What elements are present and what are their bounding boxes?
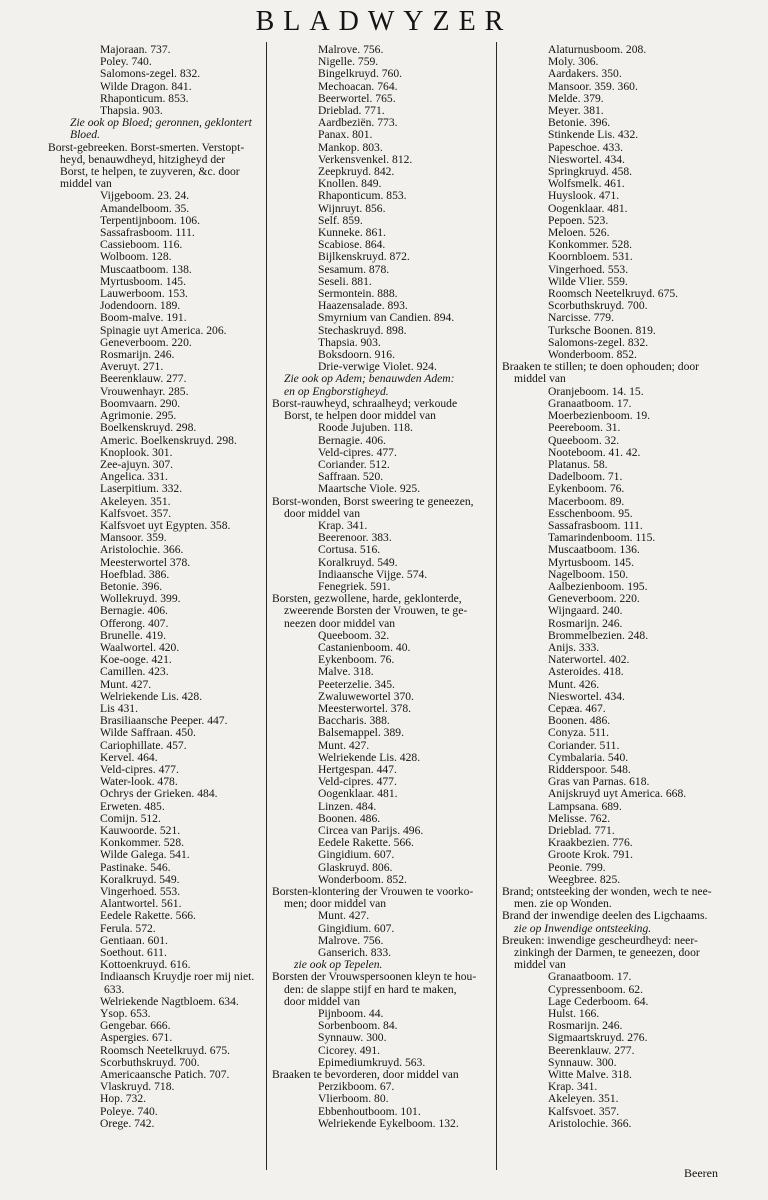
index-heading: Breuken: inwendige gescheurdheyd: neer-	[502, 934, 698, 947]
index-entry: Indiaansche Vijge. 574.	[318, 568, 428, 581]
index-entry: Seseli. 881.	[318, 275, 372, 288]
index-entry: 633.	[104, 983, 125, 996]
index-entry: Brasiliaansche Peeper. 447.	[100, 715, 228, 728]
index-entry: Naterwortel. 402.	[548, 654, 630, 667]
index-entry: Scorbuthskruyd. 700.	[100, 1056, 200, 1069]
index-entry: Meesterwortel 378.	[100, 556, 191, 569]
index-entry: Hertgespan. 447.	[318, 763, 397, 776]
index-entry: Wolboom. 128.	[100, 251, 172, 264]
index-entry: Hop. 732.	[100, 1093, 147, 1106]
index-heading: Brand der inwendige deelen des Ligchaams.	[502, 910, 708, 923]
index-entry: Macerboom. 89.	[548, 495, 625, 508]
index-entry: Pijnboom. 44.	[318, 1008, 384, 1021]
index-entry: Brommelbezien. 248.	[548, 629, 649, 642]
index-entry: Nigelle. 759.	[318, 56, 379, 69]
index-heading: Borst-rauwheyd, schraalheyd; verkoude	[272, 397, 458, 410]
index-entry: Vrouwenhayr. 285.	[100, 385, 189, 398]
index-entry: Ochrys der Grieken. 484.	[100, 788, 218, 801]
index-entry: Peereboom. 31.	[548, 422, 621, 435]
index-entry: Dadelboom. 71.	[548, 471, 623, 484]
index-entry: Smyrnium van Candien. 894.	[318, 312, 455, 325]
index-entry: Bernagie. 406.	[100, 605, 168, 618]
index-entry: Queeboom. 32.	[548, 434, 620, 447]
index-entry: Balsemappel. 389.	[318, 727, 404, 740]
index-entry: Groote Krok. 791.	[548, 849, 634, 862]
index-entry: Averuyt. 271.	[100, 361, 164, 374]
index-entry: Aardakers. 350.	[548, 68, 622, 81]
index-entry: Beerwortel. 765.	[318, 92, 396, 105]
index-entry: Betonie. 396.	[100, 580, 163, 593]
index-entry: Eykenboom. 76.	[318, 654, 395, 667]
index-entry: Camillen. 423.	[100, 666, 169, 679]
index-entry: Brunelle. 419.	[100, 629, 167, 642]
index-entry: Drieblad. 771.	[548, 825, 615, 837]
index-entry: Granaatboom. 17.	[548, 397, 632, 410]
index-entry: Circea van Parijs. 496.	[318, 825, 424, 837]
index-entry: Borst, te helpen, te zuyveren, &c. door	[60, 166, 240, 179]
index-entry: Lage Cederboom. 64.	[548, 995, 649, 1008]
index-entry: Ysop. 653.	[100, 1008, 151, 1021]
index-entry: Muscaatboom. 138.	[100, 263, 192, 276]
index-entry: Comijn. 512.	[100, 812, 161, 825]
index-entry: Wijnruyt. 856.	[318, 202, 386, 215]
index-entry: Cariophillate. 457.	[100, 739, 187, 752]
index-entry: Hulst. 166.	[548, 1008, 600, 1021]
index-entry: Peonie. 799.	[548, 861, 606, 874]
index-entry: Sigmaartskruyd. 276.	[548, 1032, 648, 1045]
index-entry: Kalfsvoet uyt Egypten. 358.	[100, 519, 231, 532]
index-entry: Thapsia. 903.	[318, 336, 381, 349]
index-entry: Linzen. 484.	[318, 800, 377, 813]
index-entry: Roode Jujuben. 118.	[318, 422, 413, 435]
index-entry: Boksdoorn. 916.	[318, 349, 395, 362]
index-entry: Indiaansch Kruydje roer mij niet.	[100, 971, 255, 984]
index-entry: zweerende Borsten der Vrouwen, te ge-	[284, 605, 468, 618]
index-entry: Geneverboom. 220.	[100, 336, 192, 349]
index-entry: Anijskruyd uyt America. 668.	[548, 788, 687, 801]
index-entry: Coriander. 512.	[318, 458, 390, 471]
index-entry: Witte Malve. 318.	[548, 1069, 632, 1082]
index-entry: Lauwerboom. 153.	[100, 288, 188, 301]
index-entry: Poleye. 740.	[100, 1105, 158, 1118]
index-entry: Americ. Boelkenskruyd. 298.	[100, 434, 237, 447]
index-entry: Cicorey. 491.	[318, 1044, 381, 1057]
index-entry: Waalwortel. 420.	[100, 641, 180, 654]
index-entry: Melisse. 762.	[548, 812, 611, 825]
index-entry: Bernagie. 406.	[318, 434, 386, 447]
index-entry: Lampsana. 689.	[548, 800, 622, 813]
index-entry: Kalfsvoet. 357.	[100, 507, 172, 520]
index-entry: Wonderboom. 852.	[548, 349, 637, 362]
index-entry: Fenegriek. 591.	[318, 580, 391, 593]
index-column-3	[502, 44, 728, 1130]
index-entry: Americaansche Patich. 707.	[100, 1069, 230, 1082]
index-entry: Nooteboom. 41. 42.	[548, 446, 641, 459]
index-entry: Stechaskruyd. 898.	[318, 324, 407, 337]
index-entry: Wolfsmelk. 461.	[548, 178, 625, 191]
index-entry: Oranjeboom. 14. 15.	[548, 385, 644, 398]
index-entry: Soethout. 611.	[100, 947, 167, 960]
index-entry: Aristolochie. 366.	[100, 544, 184, 557]
index-entry: Munt. 427.	[318, 739, 370, 752]
index-entry: Boelkenskruyd. 298.	[100, 422, 197, 435]
index-entry: Munt. 426.	[548, 678, 600, 691]
index-entry: Cortusa. 516.	[318, 544, 381, 557]
index-entry: Mankop. 803.	[318, 141, 383, 154]
index-entry: Krap. 341.	[548, 1081, 598, 1094]
index-entry: Wonderboom. 852.	[318, 873, 407, 886]
index-entry: Poley. 740.	[100, 56, 152, 69]
index-entry: Peeterzelie. 345.	[318, 678, 395, 691]
index-entry: Laserpitium. 332.	[100, 483, 183, 496]
index-entry: Angelica. 331.	[100, 471, 168, 484]
index-entry: Turksche Boonen. 819.	[548, 324, 656, 337]
index-entry: Kalfsvoet. 357.	[548, 1105, 620, 1118]
index-entry: Sassafrasboom. 111.	[548, 519, 643, 532]
index-entry: Welriekende Eykelboom. 132.	[318, 1117, 459, 1130]
index-entry: Amandelboom. 35.	[100, 202, 190, 215]
index-entry: Eedele Rakette. 566.	[100, 910, 196, 923]
index-entry: Meesterwortel. 378.	[318, 702, 412, 715]
index-entry: Melde. 379.	[548, 92, 604, 105]
index-entry: Maartsche Viole. 925.	[318, 483, 421, 496]
index-entry: Salomons-zegel. 832.	[100, 68, 201, 81]
index-entry: Cypressenboom. 62.	[548, 983, 643, 996]
index-entry: Rosmarijn. 246.	[100, 349, 175, 362]
index-entry: Drieblad. 771.	[318, 105, 385, 118]
index-entry: men. zie op Wonden.	[514, 898, 612, 911]
index-entry: Rhaponticum. 853.	[100, 92, 189, 105]
index-entry: Nieswortel. 434.	[548, 153, 625, 166]
index-entry: Veld-cipres. 477.	[318, 446, 397, 459]
index-entry: middel van	[514, 959, 566, 972]
index-entry: Knoplook. 301.	[100, 446, 173, 459]
index-entry: Agrimonie. 295.	[100, 410, 177, 423]
index-entry: Wilde Vlier. 559.	[548, 275, 628, 288]
index-entry: Alaturnusboom. 208.	[548, 44, 647, 56]
index-entry: Panax. 801.	[318, 129, 373, 142]
index-entry: Orege. 742.	[100, 1117, 155, 1130]
index-heading: Braaken te bevorderen, door middel van	[272, 1069, 459, 1082]
index-entry: Mechoacan. 764.	[318, 80, 398, 93]
index-entry: Stinkende Lis. 432.	[548, 129, 639, 142]
index-entry: Offerong. 407.	[100, 617, 169, 630]
index-entry: Ferula. 572.	[100, 922, 156, 935]
index-entry: Spinagie uyt America. 206.	[100, 324, 227, 337]
index-entry: door middel van	[284, 995, 360, 1008]
index-entry: Aardbeziën. 773.	[318, 117, 398, 130]
index-entry: Papeschoe. 433.	[548, 141, 624, 154]
index-entry: Baccharis. 388.	[318, 715, 390, 728]
index-entry: Thapsia. 903.	[100, 105, 163, 118]
index-entry: Granaatboom. 17.	[548, 971, 632, 984]
index-entry: Vlierboom. 80.	[318, 1093, 389, 1106]
index-heading: Brand; ontsteeking der wonden, wech te nee-	[502, 886, 712, 899]
index-entry: Nieswortel. 434.	[548, 690, 625, 703]
index-entry: Boonen. 486.	[318, 812, 381, 825]
index-entry: Koornbloem. 531.	[548, 251, 633, 264]
index-entry: Sesamum. 878.	[318, 263, 390, 276]
index-entry: Water-look. 478.	[100, 776, 178, 789]
index-entry: Glaskruyd. 806.	[318, 861, 393, 874]
index-entry: Veld-cipres. 477.	[318, 776, 397, 789]
index-entry: Gingidium. 607.	[318, 849, 395, 862]
index-entry: neezen door middel van	[284, 617, 396, 630]
index-entry: Salomons-zegel. 832.	[548, 336, 649, 349]
index-entry: Bijlkenskruyd. 872.	[318, 251, 410, 264]
index-entry: Meyer. 381.	[548, 105, 604, 118]
index-entry: Myrtusboom. 145.	[100, 275, 186, 288]
index-entry: Beerenklauw. 277.	[100, 373, 187, 386]
catchword: Beeren	[684, 1166, 718, 1180]
index-entry: Aalbezienboom. 195.	[548, 580, 648, 593]
index-entry: Beerenklauw. 277.	[548, 1044, 635, 1057]
index-entry: Drie-verwige Violet. 924.	[318, 361, 437, 374]
index-entry: Huyslook. 471.	[548, 190, 620, 203]
index-column-1	[48, 44, 274, 1130]
index-entry: Gras van Parnas. 618.	[548, 776, 650, 789]
index-entry: Veld-cipres. 477.	[100, 763, 179, 776]
index-entry: Moerbezienboom. 19.	[548, 410, 651, 423]
index-entry: Aristolochie. 366.	[548, 1117, 632, 1130]
index-heading: Braaken te stillen; te doen ophouden; door	[502, 361, 700, 374]
index-heading: Borsten der Vrouwspersoonen kleyn te hou-	[272, 971, 477, 984]
index-entry: Knollen. 849.	[318, 178, 382, 191]
cross-reference: Zie ook op Bloed; geronnen, geklontert	[70, 117, 252, 130]
index-entry: Wijngaard. 240.	[548, 605, 623, 618]
index-entry: Kauwoorde. 521.	[100, 825, 181, 837]
index-entry: Sassafrasboom. 111.	[100, 227, 195, 240]
index-entry: Munt. 427.	[318, 910, 370, 923]
index-entry: Borst, te helpen door middel van	[284, 410, 436, 423]
index-entry: Cassieboom. 116.	[100, 239, 183, 252]
index-entry: Zee-ajuyn. 307.	[100, 458, 174, 471]
index-entry: Beerenoor. 383.	[318, 532, 392, 545]
index-entry: Malve. 318.	[318, 666, 374, 679]
index-entry: Mansoor. 359.	[100, 532, 167, 545]
index-entry: Oogenklaar. 481.	[318, 788, 398, 801]
index-entry: Verkensvenkel. 812.	[318, 153, 413, 166]
index-entry: Saffraan. 520.	[318, 471, 384, 484]
index-entry: Tamarindenboom. 115.	[548, 532, 656, 545]
index-entry: Kottoenkruyd. 616.	[100, 959, 191, 972]
index-entry: Scorbuthskruyd. 700.	[548, 300, 648, 313]
index-entry: Roomsch Neetelkruyd. 675.	[548, 288, 679, 301]
index-column-2	[272, 44, 497, 1130]
index-entry: middel van	[514, 373, 566, 386]
index-entry: Koralkruyd. 549.	[318, 556, 398, 569]
index-entry: Haazensalade. 893.	[318, 300, 408, 313]
index-entry: middel van	[60, 178, 112, 191]
index-entry: Cepæa. 467.	[548, 702, 606, 715]
index-entry: Rosmarijn. 246.	[548, 1020, 623, 1033]
index-heading: Borsten, gezwollene, harde, geklonterde,	[272, 593, 462, 606]
index-entry: Kervel. 464.	[100, 751, 158, 764]
cross-reference: Zie ook op Adem; benauwden Adem:	[284, 373, 455, 386]
index-entry: Queeboom. 32.	[318, 629, 390, 642]
index-entry: Synnauw. 300.	[318, 1032, 387, 1045]
index-entry: Erweten. 485.	[100, 800, 165, 813]
index-entry: Mansoor. 359. 360.	[548, 80, 638, 93]
index-entry: Gengebar. 666.	[100, 1020, 171, 1033]
index-heading: Borsten-klontering der Vrouwen te voorko-	[272, 886, 474, 899]
page-header: BLADWYZER	[255, 6, 513, 37]
index-entry: Welriekende Nagtbloem. 634.	[100, 995, 239, 1008]
index-entry: Ebbenhoutboom. 101.	[318, 1105, 421, 1118]
index-entry: Munt. 427.	[100, 678, 152, 691]
index-entry: Eykenboom. 76.	[548, 483, 625, 496]
index-entry: Muscaatboom. 136.	[548, 544, 640, 557]
index-entry: Self. 859.	[318, 214, 363, 227]
index-entry: men; door middel van	[284, 898, 387, 911]
index-entry: Boom-malve. 191.	[100, 312, 187, 325]
index-entry: Bingelkruyd. 760.	[318, 68, 403, 81]
index-entry: Vingerhoed. 553.	[100, 886, 181, 899]
index-entry: Vlaskruyd. 718.	[100, 1081, 175, 1094]
index-entry: Betonie. 396.	[548, 117, 611, 130]
index-entry: Geneverboom. 220.	[548, 593, 640, 606]
cross-reference: en op Engborstigheyd.	[284, 385, 389, 398]
index-entry: zinkingh der Darmen, te geneezen, door	[514, 947, 700, 960]
index-entry: Vijgeboom. 23. 24.	[100, 190, 190, 203]
index-entry: Wilde Saffraan. 450.	[100, 727, 196, 740]
index-entry: Koe-ooge. 421.	[100, 654, 172, 667]
index-entry: Platanus. 58.	[548, 458, 608, 471]
index-entry: Meloen. 526.	[548, 227, 610, 240]
index-entry: Majoraan. 737.	[100, 44, 171, 56]
index-entry: Kraakbezien. 776.	[548, 837, 633, 850]
index-entry: Alantwortel. 561.	[100, 898, 182, 911]
index-entry: Nagelboom. 150.	[548, 568, 629, 581]
index-entry: Wilde Galega. 541.	[100, 849, 190, 862]
index-entry: Scabiose. 864.	[318, 239, 386, 252]
index-entry: Conyza. 511.	[548, 727, 610, 740]
index-entry: Sermontein. 888.	[318, 288, 398, 301]
index-entry: Krap. 341.	[318, 519, 368, 532]
index-entry: Esschenboom. 95.	[548, 507, 633, 520]
index-entry: Akeleyen. 351.	[100, 495, 171, 508]
index-entry: Koralkruyd. 549.	[100, 873, 180, 886]
cross-reference: zie op Inwendige ontsteeking.	[514, 922, 652, 935]
index-entry: Aspergies. 671.	[100, 1032, 173, 1045]
index-entry: Boomvaarn. 290.	[100, 397, 181, 410]
index-entry: Moly. 306.	[548, 56, 599, 69]
index-entry: Gingidium. 607.	[318, 922, 395, 935]
index-heading: Borst-gebreeken. Borst-smerten. Verstopt-	[48, 141, 245, 154]
index-heading: Borst-wonden, Borst sweering te geneezen,	[272, 495, 474, 508]
cross-reference: zie ook op Tepelen.	[294, 959, 383, 972]
index-entry: Vingerhoed. 553.	[548, 263, 629, 276]
index-entry: Eedele Rakette. 566.	[318, 837, 414, 850]
index-entry: Konkommer. 528.	[100, 837, 185, 850]
index-entry: Pepoen. 523.	[548, 214, 609, 227]
index-entry: door middel van	[284, 507, 360, 520]
index-entry: Zeepkruyd. 842.	[318, 166, 395, 179]
index-entry: Hoefblad. 386.	[100, 568, 170, 581]
index-entry: Terpentijnboom. 106.	[100, 214, 200, 227]
cross-reference: Bloed.	[70, 129, 100, 142]
index-entry: Epimediumkruyd. 563.	[318, 1056, 426, 1069]
index-entry: Lis 431.	[100, 702, 139, 715]
index-entry: Springkruyd. 458.	[548, 166, 633, 179]
index-entry: heyd, benauwdheyd, hitzigheyd der	[60, 153, 226, 166]
index-entry: Ganserich. 833.	[318, 947, 392, 960]
index-entry: Synnauw. 300.	[548, 1056, 617, 1069]
index-entry: Anijs. 333.	[548, 641, 600, 654]
index-entry: Akeleyen. 351.	[548, 1093, 619, 1106]
index-entry: Welriekende Lis. 428.	[318, 751, 421, 764]
index-entry: Zwaluwewortel 370.	[318, 690, 414, 703]
index-entry: Oogenklaar. 481.	[548, 202, 628, 215]
index-entry: Wilde Dragon. 841.	[100, 80, 192, 93]
index-entry: Coriander. 511.	[548, 739, 620, 752]
index-entry: Malrove. 756.	[318, 44, 384, 56]
index-entry: Welriekende Lis. 428.	[100, 690, 203, 703]
index-entry: Perzikboom. 67.	[318, 1081, 395, 1094]
index-entry: Jodendoorn. 189.	[100, 300, 181, 313]
index-entry: Asteroides. 418.	[548, 666, 624, 679]
index-entry: Konkommer. 528.	[548, 239, 633, 252]
index-entry: Myrtusboom. 145.	[548, 556, 634, 569]
index-entry: Wollekruyd. 399.	[100, 593, 181, 606]
index-entry: Sorbenboom. 84.	[318, 1020, 398, 1033]
index-entry: Gentiaan. 601.	[100, 934, 168, 947]
index-entry: Malrove. 756.	[318, 934, 384, 947]
index-entry: Narcisse. 779.	[548, 312, 615, 325]
index-entry: Kunneke. 861.	[318, 227, 386, 240]
index-entry: den: de slappe stijf en hard te maken,	[284, 983, 457, 996]
index-entry: Roomsch Neetelkruyd. 675.	[100, 1044, 231, 1057]
index-entry: Pastinake. 546.	[100, 861, 171, 874]
index-entry: Rosmarijn. 246.	[548, 617, 623, 630]
index-entry: Cymbalaria. 540.	[548, 751, 629, 764]
index-entry: Weegbree. 825.	[548, 873, 621, 886]
index-entry: Ridderspoor. 548.	[548, 763, 631, 776]
index-entry: Castanienboom. 40.	[318, 641, 411, 654]
index-entry: Boonen. 486.	[548, 715, 611, 728]
index-entry: Rhaponticum. 853.	[318, 190, 407, 203]
